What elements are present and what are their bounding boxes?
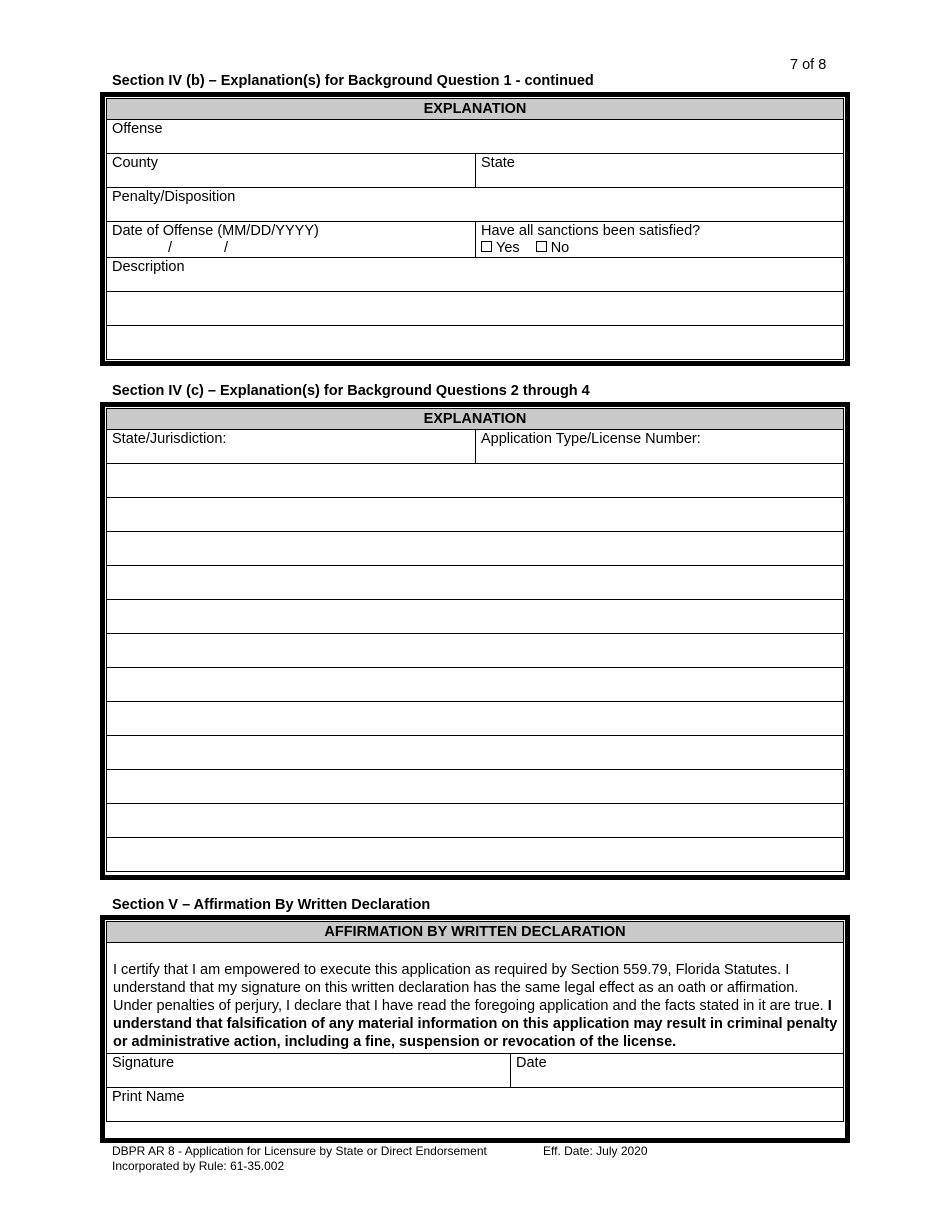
explanation-line[interactable] <box>107 498 843 532</box>
state-field[interactable] <box>476 154 843 187</box>
section-iv-b-table <box>100 92 850 366</box>
date-slashes <box>112 240 470 257</box>
explanation-line[interactable] <box>107 702 843 736</box>
affirmation-bold-text: I understand that falsification of any material information on this application may result in criminal penalty or administrative action, including a fine, suspension or revocation of the license. <box>113 998 838 1050</box>
sanctions-label: Have all sanctions been satisfied? <box>481 223 701 239</box>
affirmation-header: AFFIRMATION BY WRITTEN DECLARATION <box>107 922 843 943</box>
county-state-row <box>107 154 843 188</box>
description-line[interactable] <box>107 292 843 326</box>
yes-checkbox-icon[interactable] <box>481 241 492 252</box>
signature-label: Signature <box>112 1055 175 1071</box>
date-slash-2: / <box>224 240 229 256</box>
description-row[interactable] <box>107 258 843 292</box>
footer <box>112 1144 487 1174</box>
section-iv-b-title: Section IV (b) – Explanation(s) for Background Question 1 - continued <box>112 73 594 89</box>
date-sanctions-row <box>107 222 843 258</box>
offense-row[interactable] <box>107 120 843 154</box>
print-name-row[interactable] <box>107 1088 843 1121</box>
page-number: 7 of 8 <box>790 57 827 73</box>
date-of-offense-field[interactable] <box>107 222 476 257</box>
description-line[interactable] <box>107 326 843 359</box>
explanation-line[interactable] <box>107 770 843 804</box>
no-label: No <box>550 240 570 256</box>
print-name-label: Print Name <box>112 1089 185 1105</box>
jurisdiction-row <box>107 430 843 464</box>
explanation-line[interactable] <box>107 566 843 600</box>
explanation-line[interactable] <box>107 668 843 702</box>
app-type-label: Application Type/License Number: <box>481 431 701 447</box>
signature-field[interactable] <box>107 1054 511 1087</box>
date-label: Date <box>516 1055 547 1071</box>
affirmation-text <box>107 943 843 1054</box>
no-checkbox-icon[interactable] <box>536 241 547 252</box>
section-v-title: Section V – Affirmation By Written Declaration <box>112 897 431 913</box>
date-slash-1: / <box>168 240 173 256</box>
penalty-row[interactable] <box>107 188 843 222</box>
county-field[interactable] <box>107 154 476 187</box>
explanation-line[interactable] <box>107 600 843 634</box>
sanctions-no-option[interactable] <box>536 240 570 256</box>
explanation-line[interactable] <box>107 634 843 668</box>
date-field[interactable] <box>511 1054 843 1087</box>
explanation-header: EXPLANATION <box>107 99 843 120</box>
section-v-table <box>100 915 850 1143</box>
sanctions-yes-option[interactable] <box>481 240 520 256</box>
explanation-line[interactable] <box>107 804 843 838</box>
explanation-header: EXPLANATION <box>107 409 843 430</box>
explanation-line[interactable] <box>107 838 843 871</box>
description-label: Description <box>112 259 185 275</box>
yes-label: Yes <box>496 240 520 256</box>
state-label: State <box>481 155 515 171</box>
jurisdiction-label: State/Jurisdiction: <box>112 431 227 447</box>
explanation-line[interactable] <box>107 464 843 498</box>
date-of-offense-label: Date of Offense (MM/DD/YYYY) <box>112 223 319 239</box>
app-type-field[interactable] <box>476 430 843 463</box>
footer-form-line: DBPR AR 8 - Application for Licensure by State or Direct Endorsement <box>112 1144 487 1158</box>
offense-label: Offense <box>112 121 163 137</box>
explanation-line[interactable] <box>107 532 843 566</box>
section-iv-c-title: Section IV (c) – Explanation(s) for Background Questions 2 through 4 <box>112 383 590 399</box>
explanation-line[interactable] <box>107 736 843 770</box>
footer-rule-line: Incorporated by Rule: 61-35.002 <box>112 1159 285 1173</box>
affirmation-plain-text: I certify that I am empowered to execute this application as required by Section 559.79, Florida Statutes. I understand that my signature on this written declaration has the same legal effect as an oath or affirmation. Under penalties of perjury, I declare that I have read the foregoing application and the facts stated in it are true. <box>113 962 828 1014</box>
jurisdiction-field[interactable] <box>107 430 476 463</box>
section-iv-c-table <box>100 402 850 880</box>
county-label: County <box>112 155 158 171</box>
penalty-label: Penalty/Disposition <box>112 189 236 205</box>
sanctions-field <box>476 222 843 257</box>
signature-date-row <box>107 1054 843 1088</box>
footer-eff-date: Eff. Date: July 2020 <box>543 1144 648 1158</box>
